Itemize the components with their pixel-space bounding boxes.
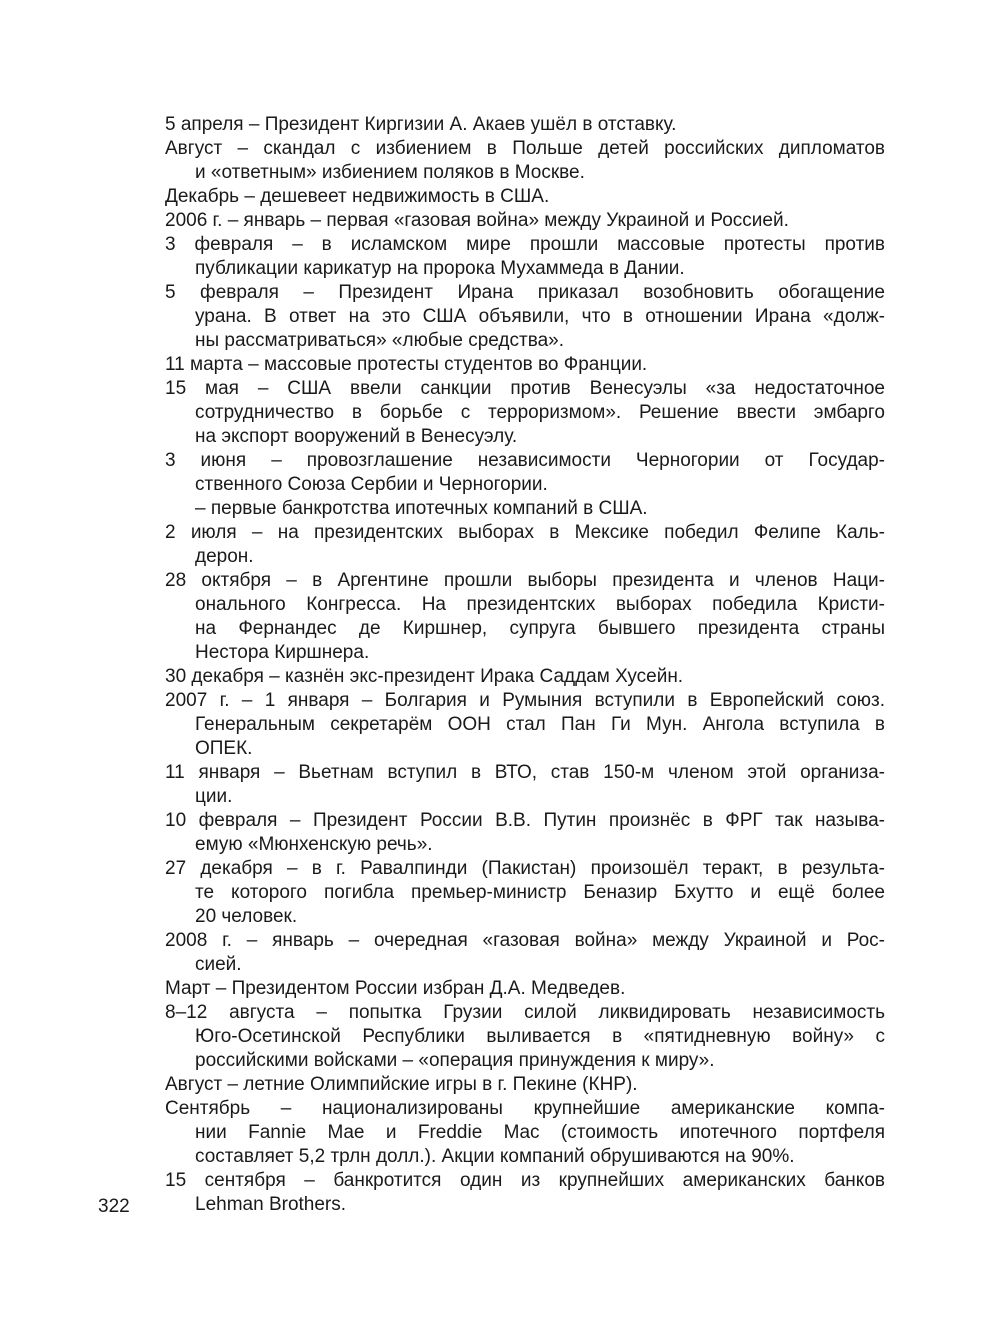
- chronology-entry: [165, 497, 885, 521]
- entry-line: – первые банкротства ипотечных компаний в США.: [195, 498, 648, 519]
- entry-line: на экспорт вооружений в Венесуэлу.: [195, 426, 518, 447]
- entry-line: онального Конгресса. На президентских выборах победила Кристи-: [195, 594, 885, 615]
- chronology-entry: [165, 1073, 885, 1097]
- entry-line: те которого погибла премьер-министр Беназир Бхутто и ещё более: [195, 882, 885, 903]
- entry-line: российскими войсками – «операция принуждения к миру».: [195, 1050, 715, 1071]
- chronology-entry: [165, 185, 885, 209]
- entry-line: 2007 г. – 1 января – Болгария и Румыния вступили в Европейский союз.: [165, 690, 885, 711]
- entry-line: сотрудничество в борьбе с терроризмом». Решение ввести эмбарго: [195, 402, 885, 423]
- entry-line: 8–12 августа – попытка Грузии силой ликвидировать независимость: [165, 1002, 885, 1023]
- entry-line: емую «Мюнхенскую речь».: [195, 834, 433, 855]
- entry-line: 10 февраля – Президент России В.В. Путин произнёс в ФРГ так называ-: [165, 810, 885, 831]
- entry-line: 28 октября – в Аргентине прошли выборы президента и членов Наци-: [165, 570, 885, 591]
- chronology-entry: [165, 113, 885, 137]
- entry-line: Юго-Осетинской Республики выливается в «пятидневную войну» с: [195, 1026, 885, 1047]
- chronology-entry: [165, 761, 885, 809]
- chronology-entry: [165, 1169, 885, 1217]
- entry-line: ции.: [195, 786, 233, 807]
- chronology-entry: [165, 449, 885, 497]
- entry-line: Нестора Киршнера.: [195, 642, 370, 663]
- entry-line: Август – скандал с избиением в Польше детей российских дипломатов: [165, 138, 885, 159]
- chronology-entry: [165, 1001, 885, 1073]
- chronology-entry: [165, 137, 885, 185]
- entry-line: составляет 5,2 трлн долл.). Акции компаний обрушиваются на 90%.: [195, 1146, 795, 1167]
- chronology-entry: [165, 353, 885, 377]
- entry-line: 30 декабря – казнён экс-президент Ирака Саддам Хусейн.: [165, 666, 684, 687]
- chronology-entry: [165, 569, 885, 665]
- entry-line: 3 февраля – в исламском мире прошли массовые протесты против: [165, 234, 885, 255]
- entry-line: 2 июля – на президентских выборах в Мексике победил Фелипе Каль-: [165, 522, 885, 543]
- chronology-entry: [165, 209, 885, 233]
- entry-line: и «ответным» избиением поляков в Москве.: [195, 162, 585, 183]
- entry-line: публикации карикатур на пророка Мухаммеда в Дании.: [195, 258, 685, 279]
- chronology-entry: [165, 281, 885, 353]
- entry-line: 15 сентября – банкротится один из крупнейших американских банков: [165, 1170, 885, 1191]
- entry-line: 20 человек.: [195, 906, 298, 927]
- entry-line: нии Fannie Mae и Freddie Mac (стоимость ипотечного портфеля: [195, 1122, 885, 1143]
- entry-line: 5 апреля – Президент Киргизии А. Акаев ушёл в отставку.: [165, 114, 677, 135]
- entry-line: 27 декабря – в г. Равалпинди (Пакистан) произошёл теракт, в результа-: [165, 858, 885, 879]
- entry-line: дерон.: [195, 546, 254, 567]
- chronology-entry: [165, 929, 885, 977]
- chronology-entry: [165, 809, 885, 857]
- entry-line: 2008 г. – январь – очередная «газовая война» между Украиной и Рос-: [165, 930, 885, 951]
- page-number: 322: [98, 1196, 130, 1217]
- entry-line: 5 февраля – Президент Ирана приказал возобновить обогащение: [165, 282, 885, 303]
- entry-line: 11 января – Вьетнам вступил в ВТО, став 150-м членом этой организа-: [165, 762, 885, 783]
- entry-line: ственного Союза Сербии и Черногории.: [195, 474, 548, 495]
- entry-line: Генеральным секретарём ООН стал Пан Ги Мун. Ангола вступила в: [195, 714, 885, 735]
- entry-line: 2006 г. – январь – первая «газовая война» между Украиной и Россией.: [165, 210, 789, 231]
- entry-line: 11 марта – массовые протесты студентов во Франции.: [165, 354, 648, 375]
- chronology-entry: [165, 977, 885, 1001]
- entry-line: ОПЕК.: [195, 738, 253, 759]
- entry-line: на Фернандес де Киршнер, супруга бывшего президента страны: [195, 618, 885, 639]
- chronology-entry: [165, 521, 885, 569]
- entry-line: Lehman Brothers.: [195, 1194, 347, 1215]
- entry-line: ны рассматриваться» «любые средства».: [195, 330, 565, 351]
- entry-line: урана. В ответ на это США объявили, что в отношении Ирана «долж-: [195, 306, 885, 327]
- entry-line: Декабрь – дешевеет недвижимость в США.: [165, 186, 550, 207]
- chronology-entry: [165, 665, 885, 689]
- chronology-entry: [165, 233, 885, 281]
- chronology-entry: [165, 857, 885, 929]
- chronology-entry: [165, 1097, 885, 1169]
- chronology-entry: [165, 689, 885, 761]
- entry-line: 3 июня – провозглашение независимости Черногории от Государ-: [165, 450, 885, 471]
- entry-line: Август – летние Олимпийские игры в г. Пекине (КНР).: [165, 1074, 638, 1095]
- entry-line: Сентябрь – национализированы крупнейшие американские компа-: [165, 1098, 885, 1119]
- entry-line: Март – Президентом России избран Д.А. Медведев.: [165, 978, 626, 999]
- entry-line: 15 мая – США ввели санкции против Венесуэлы «за недостаточное: [165, 378, 885, 399]
- chronology-entry: [165, 377, 885, 449]
- chronology-list: [165, 113, 885, 1217]
- entry-line: сией.: [195, 954, 242, 975]
